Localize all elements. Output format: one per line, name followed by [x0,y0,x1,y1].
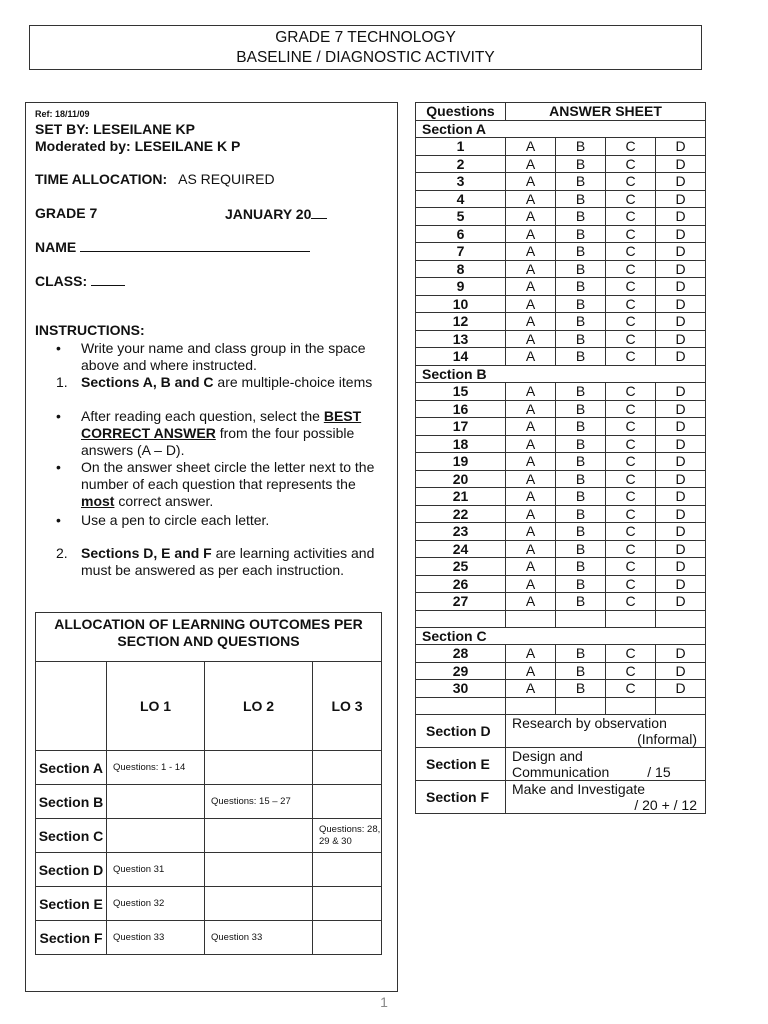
empty-cell [506,610,556,627]
answer-option[interactable]: B [556,278,606,296]
question-number: 5 [416,208,506,226]
answer-option[interactable]: D [656,680,706,698]
lo-header-2: LO 2 [205,662,313,751]
question-number: 12 [416,313,506,331]
answer-option[interactable]: A [506,260,556,278]
answer-row [416,155,706,173]
answer-option[interactable]: D [656,400,706,418]
answer-option[interactable]: D [656,470,706,488]
answer-option[interactable]: B [556,453,606,471]
answer-option[interactable]: B [556,225,606,243]
answer-row [416,418,706,436]
instruction-item: 1. Sections A, B and C are multiple-choice items [56,374,373,390]
section-label: Section C [416,627,706,645]
reference: Ref: 18/11/09 [35,109,90,119]
question-number: 30 [416,680,506,698]
answer-row [416,400,706,418]
answer-option[interactable]: C [606,470,656,488]
answer-option[interactable]: D [656,330,706,348]
number-marker: 1. [56,374,68,390]
question-number: 3 [416,173,506,191]
answer-option[interactable]: D [656,418,706,436]
answer-row [416,225,706,243]
answer-option[interactable]: B [556,400,606,418]
answer-row [416,295,706,313]
page-number: 1 [380,994,388,1010]
answer-option[interactable]: A [506,278,556,296]
answer-option[interactable]: C [606,155,656,173]
answer-option[interactable]: C [606,313,656,331]
answer-row [416,383,706,401]
answer-option[interactable]: D [656,173,706,191]
answer-option[interactable]: B [556,173,606,191]
answer-option[interactable]: D [656,383,706,401]
question-number: 14 [416,348,506,366]
empty-cell [556,610,606,627]
answer-option[interactable]: C [606,190,656,208]
answer-option[interactable]: A [506,330,556,348]
answer-option[interactable]: B [556,523,606,541]
question-number: 9 [416,278,506,296]
answer-row [416,488,706,506]
answer-option[interactable]: C [606,505,656,523]
question-number: 16 [416,400,506,418]
instruction-item: • On the answer sheet circle the letter next to the number of each question that represents the most correct answer. [56,459,375,509]
question-number: 24 [416,540,506,558]
answer-option[interactable]: A [506,435,556,453]
answer-option[interactable]: A [506,558,556,576]
empty-cell [416,610,506,627]
answer-row [416,138,706,156]
answer-option[interactable]: D [656,225,706,243]
answer-option[interactable]: A [506,208,556,226]
answer-option[interactable]: B [556,558,606,576]
class-label: CLASS: [35,273,88,289]
answer-option[interactable]: A [506,383,556,401]
answer-option[interactable]: D [656,575,706,593]
lo-row: Section F Question 33 Question 33 [36,921,382,955]
answer-option[interactable]: C [606,260,656,278]
question-number: 4 [416,190,506,208]
question-number: 2 [416,155,506,173]
answer-option[interactable]: D [656,488,706,506]
answer-option[interactable]: D [656,295,706,313]
date [225,205,327,222]
answer-option[interactable]: C [606,558,656,576]
answer-row [416,190,706,208]
answer-option[interactable]: B [556,662,606,680]
activity-row [416,747,706,780]
answer-option[interactable]: B [556,155,606,173]
answer-option[interactable]: B [556,348,606,366]
answer-row [416,470,706,488]
answer-option[interactable]: C [606,400,656,418]
activity-row [416,714,706,747]
instruction-item: • After reading each question, select the BEST CORRECT ANSWER from the four possible answers (A – D). [56,408,362,458]
answer-option[interactable]: A [506,295,556,313]
answer-option[interactable]: C [606,383,656,401]
answer-option[interactable]: C [606,225,656,243]
answer-row [416,435,706,453]
answer-option[interactable]: B [556,260,606,278]
empty-cell [556,697,606,714]
answer-option[interactable]: A [506,418,556,436]
answer-option[interactable]: A [506,645,556,663]
empty-cell [656,697,706,714]
answer-sheet-table [415,102,706,814]
answer-option[interactable]: A [506,540,556,558]
question-number: 21 [416,488,506,506]
answer-row [416,645,706,663]
answer-option[interactable]: D [656,505,706,523]
answer-option[interactable]: C [606,575,656,593]
answer-row [416,558,706,576]
title-line-2: BASELINE / DIAGNOSTIC ACTIVITY [236,49,495,66]
activity-description: Design and Communication / 15 [506,747,706,780]
answer-row [416,523,706,541]
answer-option[interactable]: B [556,435,606,453]
answer-option[interactable]: C [606,243,656,261]
answer-option[interactable]: D [656,313,706,331]
answer-option[interactable]: C [606,330,656,348]
answer-option[interactable]: C [606,662,656,680]
answer-row [416,313,706,331]
answer-option[interactable]: A [506,243,556,261]
answer-option[interactable]: A [506,155,556,173]
section-label: Section A [416,120,706,138]
activity-section-label: Section F [416,780,506,813]
answer-option[interactable]: D [656,348,706,366]
answer-option[interactable]: A [506,575,556,593]
class-field[interactable] [35,272,125,289]
instruction-item: • Use a pen to circle each letter. [56,512,270,528]
answer-option[interactable]: B [556,575,606,593]
section-label: Section B [416,365,706,383]
answer-option[interactable]: D [656,645,706,663]
answer-option[interactable]: D [656,190,706,208]
answer-option[interactable]: C [606,138,656,156]
activity-row [416,780,706,813]
empty-cell [416,697,506,714]
answer-option[interactable]: C [606,418,656,436]
question-number: 1 [416,138,506,156]
question-number: 26 [416,575,506,593]
instruction-item: 2. Sections D, E and F are learning activities and must be answered as per each instruction. [56,545,375,578]
bullet-icon: • [56,340,61,356]
answer-option[interactable]: A [506,190,556,208]
question-number: 13 [416,330,506,348]
instructions-heading: INSTRUCTIONS: [35,322,145,338]
question-number: 22 [416,505,506,523]
answer-option[interactable]: A [506,593,556,611]
answer-option[interactable]: C [606,488,656,506]
question-number: 23 [416,523,506,541]
answer-row [416,453,706,471]
activity-description: Make and Investigate / 20 + / 12 [506,780,706,813]
answer-option[interactable]: A [506,138,556,156]
answer-option[interactable]: A [506,348,556,366]
lo-header-3: LO 3 [313,662,382,751]
instruction-item: • Write your name and class group in the space above and where instructed. [56,340,366,373]
answer-option[interactable]: C [606,278,656,296]
answer-row [416,662,706,680]
answer-row [416,575,706,593]
question-number: 18 [416,435,506,453]
answer-option[interactable]: B [556,540,606,558]
answer-option[interactable]: D [656,155,706,173]
answer-option[interactable]: C [606,435,656,453]
question-number: 10 [416,295,506,313]
answer-option[interactable]: B [556,680,606,698]
answer-option[interactable]: C [606,208,656,226]
answer-option[interactable]: B [556,470,606,488]
question-number: 7 [416,243,506,261]
answer-option[interactable]: C [606,540,656,558]
question-number: 17 [416,418,506,436]
bullet-icon: • [56,512,61,528]
questions-header: Questions [416,103,506,121]
number-marker: 2. [56,545,68,561]
answer-option[interactable]: D [656,260,706,278]
answer-row [416,540,706,558]
answer-row [416,593,706,611]
grade: GRADE 7 [35,205,98,221]
answer-option[interactable]: C [606,680,656,698]
answer-row [416,505,706,523]
moderated-by: Moderated by: LESEILANE K P [35,138,241,154]
answer-option[interactable]: B [556,208,606,226]
question-number: 6 [416,225,506,243]
answer-row [416,330,706,348]
learning-outcomes-table [35,612,382,955]
lo-header-1: LO 1 [107,662,205,751]
answer-option[interactable]: D [656,453,706,471]
answer-option[interactable]: A [506,400,556,418]
lo-row: Section D Question 31 [36,853,382,887]
lo-table-title: ALLOCATION OF LEARNING OUTCOMES PER SECTION AND QUESTIONS [36,613,382,662]
time-label: TIME ALLOCATION: [35,171,168,187]
answer-option[interactable]: D [656,540,706,558]
lo-row: Section B Questions: 15 – 27 [36,785,382,819]
name-label: NAME [35,239,77,255]
answer-option[interactable]: B [556,295,606,313]
answer-option[interactable]: B [556,505,606,523]
name-field[interactable] [35,238,310,255]
question-number: 29 [416,662,506,680]
date-text: JANUARY 20 [225,206,312,222]
answer-option[interactable]: B [556,138,606,156]
answer-option[interactable]: A [506,662,556,680]
answer-row [416,278,706,296]
answer-option[interactable]: B [556,593,606,611]
lo-row: Section A Questions: 1 - 14 [36,751,382,785]
question-number: 27 [416,593,506,611]
question-number: 8 [416,260,506,278]
answer-option[interactable]: D [656,523,706,541]
answer-option[interactable]: A [506,523,556,541]
answer-option[interactable]: D [656,435,706,453]
answer-option[interactable]: A [506,505,556,523]
answer-option[interactable]: C [606,295,656,313]
answer-row [416,173,706,191]
answer-option[interactable]: D [656,243,706,261]
answer-option[interactable]: B [556,418,606,436]
answer-row [416,208,706,226]
answer-option[interactable]: C [606,348,656,366]
bullet-icon: • [56,459,61,475]
class-blank[interactable] [91,272,125,286]
answer-option[interactable]: D [656,558,706,576]
question-number: 25 [416,558,506,576]
answer-option[interactable]: A [506,453,556,471]
answer-option[interactable]: D [656,138,706,156]
question-number: 28 [416,645,506,663]
answer-option[interactable]: B [556,313,606,331]
time-allocation [35,171,275,187]
answer-option[interactable]: A [506,470,556,488]
question-number: 15 [416,383,506,401]
answer-option[interactable]: B [556,190,606,208]
lo-row: Section C Questions: 28, 29 & 30 [36,819,382,853]
empty-cell [606,610,656,627]
answer-option[interactable]: C [606,523,656,541]
empty-cell [606,697,656,714]
answer-row [416,243,706,261]
answer-option[interactable]: A [506,313,556,331]
answer-option[interactable]: A [506,225,556,243]
answer-option[interactable]: A [506,488,556,506]
answer-option[interactable]: D [656,593,706,611]
answer-row [416,348,706,366]
name-blank[interactable] [80,238,310,252]
empty-cell [506,697,556,714]
answer-option[interactable]: C [606,173,656,191]
activity-description: Research by observation (Informal) [506,714,706,747]
activity-section-label: Section E [416,747,506,780]
question-number: 19 [416,453,506,471]
lo-corner-cell [36,662,107,751]
answer-option[interactable]: B [556,243,606,261]
activity-section-label: Section D [416,714,506,747]
answer-option[interactable]: D [656,208,706,226]
question-number: 20 [416,470,506,488]
document-title [29,25,702,70]
time-value: AS REQUIRED [178,171,275,187]
answer-row [416,260,706,278]
answer-option[interactable]: B [556,488,606,506]
answer-option[interactable]: D [656,278,706,296]
title-line-1: GRADE 7 TECHNOLOGY [275,29,456,46]
answer-option[interactable]: B [556,330,606,348]
answer-option[interactable]: C [606,453,656,471]
answer-sheet-header: ANSWER SHEET [506,103,706,121]
answer-option[interactable]: C [606,645,656,663]
answer-option[interactable]: D [656,662,706,680]
set-by: SET BY: LESEILANE KP [35,121,195,137]
answer-option[interactable]: B [556,645,606,663]
lo-row: Section E Question 32 [36,887,382,921]
answer-option[interactable]: A [506,173,556,191]
answer-option[interactable]: B [556,383,606,401]
empty-cell [656,610,706,627]
answer-option[interactable]: A [506,680,556,698]
answer-row [416,680,706,698]
answer-option[interactable]: C [606,593,656,611]
bullet-icon: • [56,408,61,424]
